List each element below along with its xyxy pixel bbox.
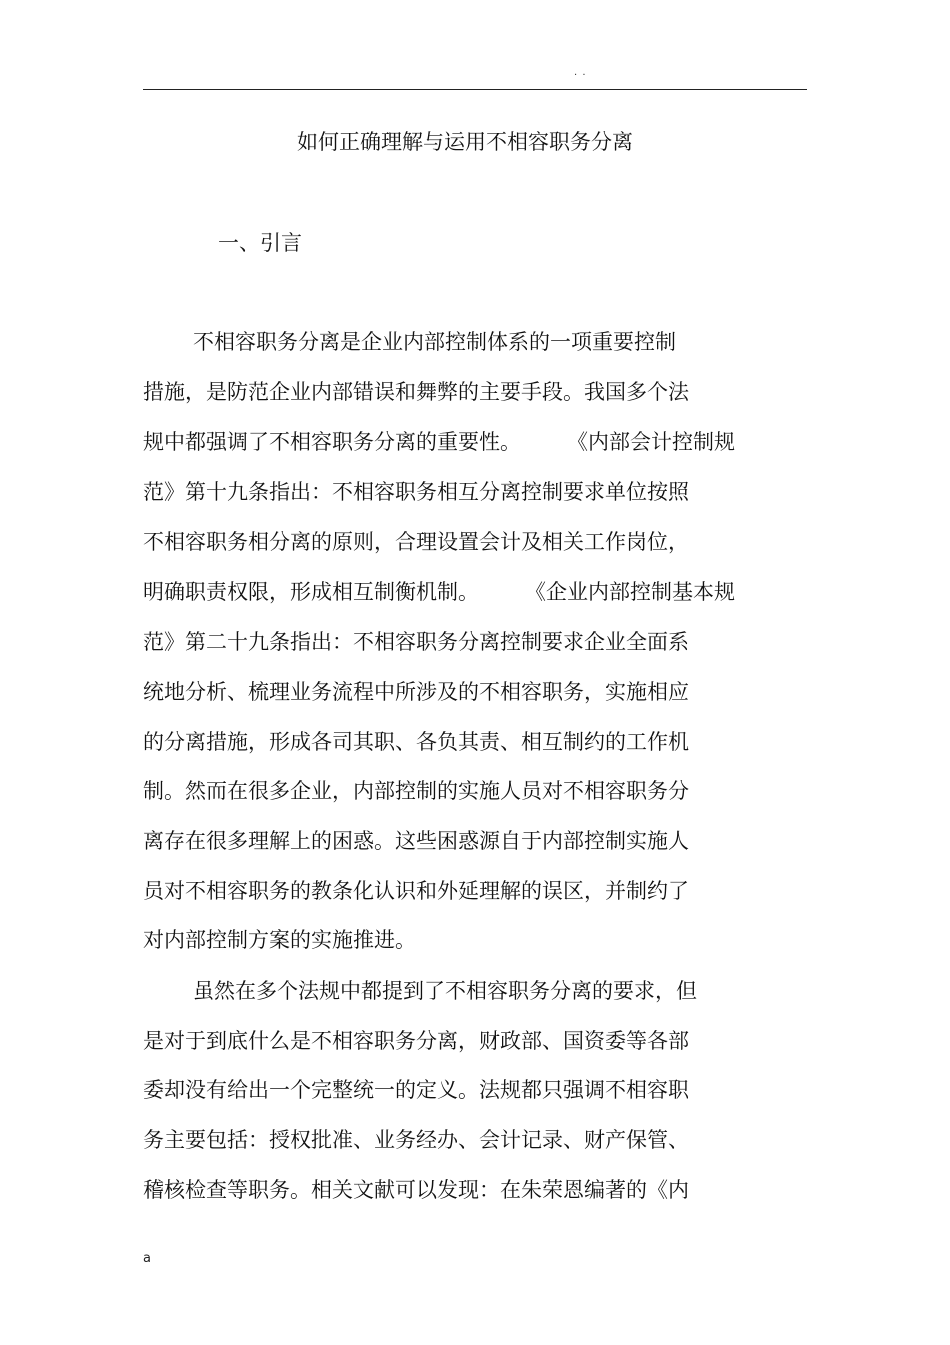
paragraph-line	[143, 576, 735, 608]
paragraph-line: 务主要包括：授权批准、业务经办、会计记录、财产保管、	[143, 1128, 689, 1152]
paragraph-line: 范》第二十九条指出：不相容职务分离控制要求企业全面系	[143, 630, 689, 654]
paragraph-line: 是对于到底什么是不相容职务分离，财政部、国资委等各部	[143, 1029, 689, 1053]
paragraph-line: 范》第十九条指出：不相容职务相互分离控制要求单位按照	[143, 480, 689, 504]
header-rule	[143, 89, 807, 90]
paragraph-line	[143, 426, 735, 458]
paragraph-line: 不相容职务分离是企业内部控制体系的一项重要控制	[193, 330, 676, 354]
section-heading-introduction: 一、引言	[218, 231, 302, 255]
paragraph-line: 员对不相容职务的教条化认识和外延理解的误区，并制约了	[143, 879, 689, 903]
header-mark: · ·	[574, 70, 587, 81]
document-title: 如何正确理解与运用不相容职务分离	[297, 130, 633, 154]
paragraph-line: 虽然在多个法规中都提到了不相容职务分离的要求，但	[193, 979, 697, 1003]
paragraph-line: 稽核检查等职务。相关文献可以发现：在朱荣恩编著的《内	[143, 1178, 689, 1202]
paragraph-line: 不相容职务相分离的原则，合理设置会计及相关工作岗位，	[143, 530, 689, 554]
paragraph-line: 措施，是防范企业内部错误和舞弊的主要手段。我国多个法	[143, 380, 689, 404]
paragraph-line: 离存在很多理解上的困惑。这些困惑源自于内部控制实施人	[143, 829, 689, 853]
paragraph-line: 的分离措施，形成各司其职、各负其责、相互制约的工作机	[143, 730, 689, 754]
footer-mark: a	[143, 1251, 151, 1266]
paragraph-line: 对内部控制方案的实施推进。	[143, 928, 416, 952]
paragraph-line-text: 规中都强调了不相容职务分离的重要性。	[143, 430, 521, 454]
paragraph-line: 统地分析、梳理业务流程中所涉及的不相容职务，实施相应	[143, 680, 689, 704]
paragraph-line-text: 明确职责权限，形成相互制衡机制。	[143, 580, 479, 604]
paragraph-line: 委却没有给出一个完整统一的定义。法规都只强调不相容职	[143, 1078, 689, 1102]
citation-text: 《内部会计控制规	[567, 430, 735, 454]
citation-text: 《企业内部控制基本规	[525, 580, 735, 604]
paragraph-line: 制。然而在很多企业，内部控制的实施人员对不相容职务分	[143, 779, 689, 803]
